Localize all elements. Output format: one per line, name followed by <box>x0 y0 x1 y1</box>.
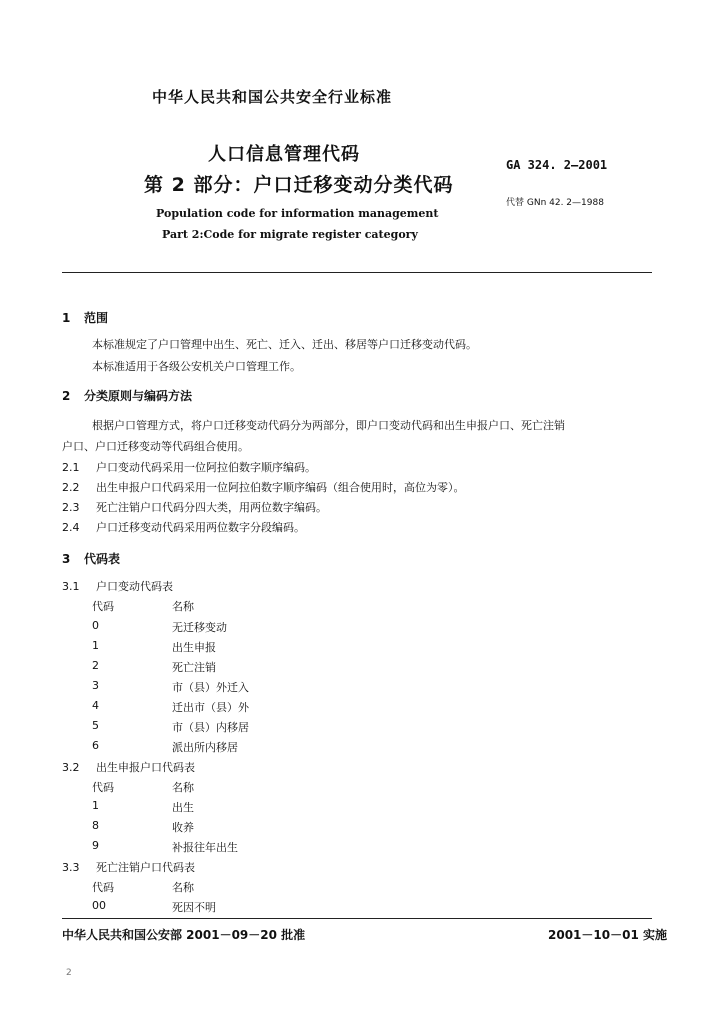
name-cell: 派出所内移居 <box>172 741 238 754</box>
column-header-code: 代码 <box>92 600 114 613</box>
code-cell: 5 <box>92 719 99 732</box>
table-3-2-title <box>62 759 195 775</box>
column-header-name: 名称 <box>172 881 194 894</box>
clause-number: 3.2 <box>62 761 80 774</box>
section-number: 1 <box>62 311 71 325</box>
english-title: Population code for information management <box>156 207 439 220</box>
clause-2-4 <box>62 519 305 535</box>
column-header-code: 代码 <box>92 781 114 794</box>
clause-2-3 <box>62 499 327 515</box>
name-cell: 死因不明 <box>172 901 216 914</box>
clause-2-1 <box>62 459 316 475</box>
column-header-name: 名称 <box>172 600 194 613</box>
paragraph: 根据户口管理方式，将户口迁移变动代码分为两部分，即户口变动代码和出生申报户口、死亡注销 <box>92 419 565 432</box>
code-cell: 0 <box>92 619 99 632</box>
code-cell: 9 <box>92 839 99 852</box>
clause-number: 3.1 <box>62 580 80 593</box>
clause-number: 2.4 <box>62 521 80 534</box>
english-subtitle: Part 2:Code for migrate register category <box>162 228 418 241</box>
standard-code: GA 324. 2—2001 <box>506 158 608 172</box>
clause-number: 2.1 <box>62 461 80 474</box>
clause-text: 户口迁移变动代码采用两位数字分段编码。 <box>96 521 305 534</box>
clause-text: 出生申报户口代码采用一位阿拉伯数字顺序编码（组合使用时，高位为零）。 <box>96 481 465 494</box>
section-number: 3 <box>62 552 71 566</box>
column-header-code: 代码 <box>92 881 114 894</box>
replaces-note: 代替 GNn 42. 2—1988 <box>506 198 604 208</box>
section-2-heading <box>62 387 192 404</box>
implementation-date: 2001－10－01 实施 <box>548 928 667 942</box>
name-cell: 迁出市（县）外 <box>172 701 249 714</box>
clause-2-2 <box>62 479 465 495</box>
table-3-1-title <box>62 578 173 594</box>
table-3-3-title <box>62 859 195 875</box>
clause-text: 死亡注销户口代码分四大类，用两位数字编码。 <box>96 501 327 514</box>
section-title: 代码表 <box>84 552 121 566</box>
name-cell: 出生申报 <box>172 641 216 654</box>
document-title: 人口信息管理代码 <box>208 144 360 165</box>
section-1-heading <box>62 309 108 326</box>
code-cell: 00 <box>92 899 106 912</box>
column-header-name: 名称 <box>172 781 194 794</box>
code-cell: 3 <box>92 679 99 692</box>
paragraph-continuation: 户口、户口迁移变动等代码组合使用。 <box>62 440 249 453</box>
name-cell: 市（县）外迁入 <box>172 681 249 694</box>
code-cell: 2 <box>92 659 99 672</box>
name-cell: 收养 <box>172 821 194 834</box>
code-cell: 8 <box>92 819 99 832</box>
paragraph: 本标准适用于各级公安机关户口管理工作。 <box>92 360 301 373</box>
table-title: 死亡注销户口代码表 <box>96 861 195 874</box>
paragraph: 本标准规定了户口管理中出生、死亡、迁入、迁出、移居等户口迁移变动代码。 <box>92 338 477 351</box>
section-title: 范围 <box>84 311 109 325</box>
name-cell: 补报往年出生 <box>172 841 238 854</box>
clause-number: 2.2 <box>62 481 80 494</box>
section-title: 分类原则与编码方法 <box>84 389 193 403</box>
table-title: 户口变动代码表 <box>96 580 173 593</box>
clause-number: 2.3 <box>62 501 80 514</box>
header-divider <box>62 272 652 273</box>
code-cell: 1 <box>92 639 99 652</box>
standard-category-title: 中华人民共和国公共安全行业标准 <box>152 88 393 106</box>
code-cell: 6 <box>92 739 99 752</box>
issue-date: 中华人民共和国公安部 2001－09－20 批准 <box>62 928 306 942</box>
document-subtitle: 第 2 部分：户口迁移变动分类代码 <box>144 174 454 196</box>
name-cell: 出生 <box>172 801 194 814</box>
clause-number: 3.3 <box>62 861 80 874</box>
page-number: 2 <box>66 968 72 978</box>
code-cell: 1 <box>92 799 99 812</box>
section-number: 2 <box>62 389 71 403</box>
section-3-heading <box>62 550 120 567</box>
footer-divider <box>62 918 652 919</box>
code-cell: 4 <box>92 699 99 712</box>
name-cell: 死亡注销 <box>172 661 216 674</box>
name-cell: 无迁移变动 <box>172 621 227 634</box>
table-title: 出生申报户口代码表 <box>96 761 195 774</box>
name-cell: 市（县）内移居 <box>172 721 249 734</box>
clause-text: 户口变动代码采用一位阿拉伯数字顺序编码。 <box>96 461 316 474</box>
